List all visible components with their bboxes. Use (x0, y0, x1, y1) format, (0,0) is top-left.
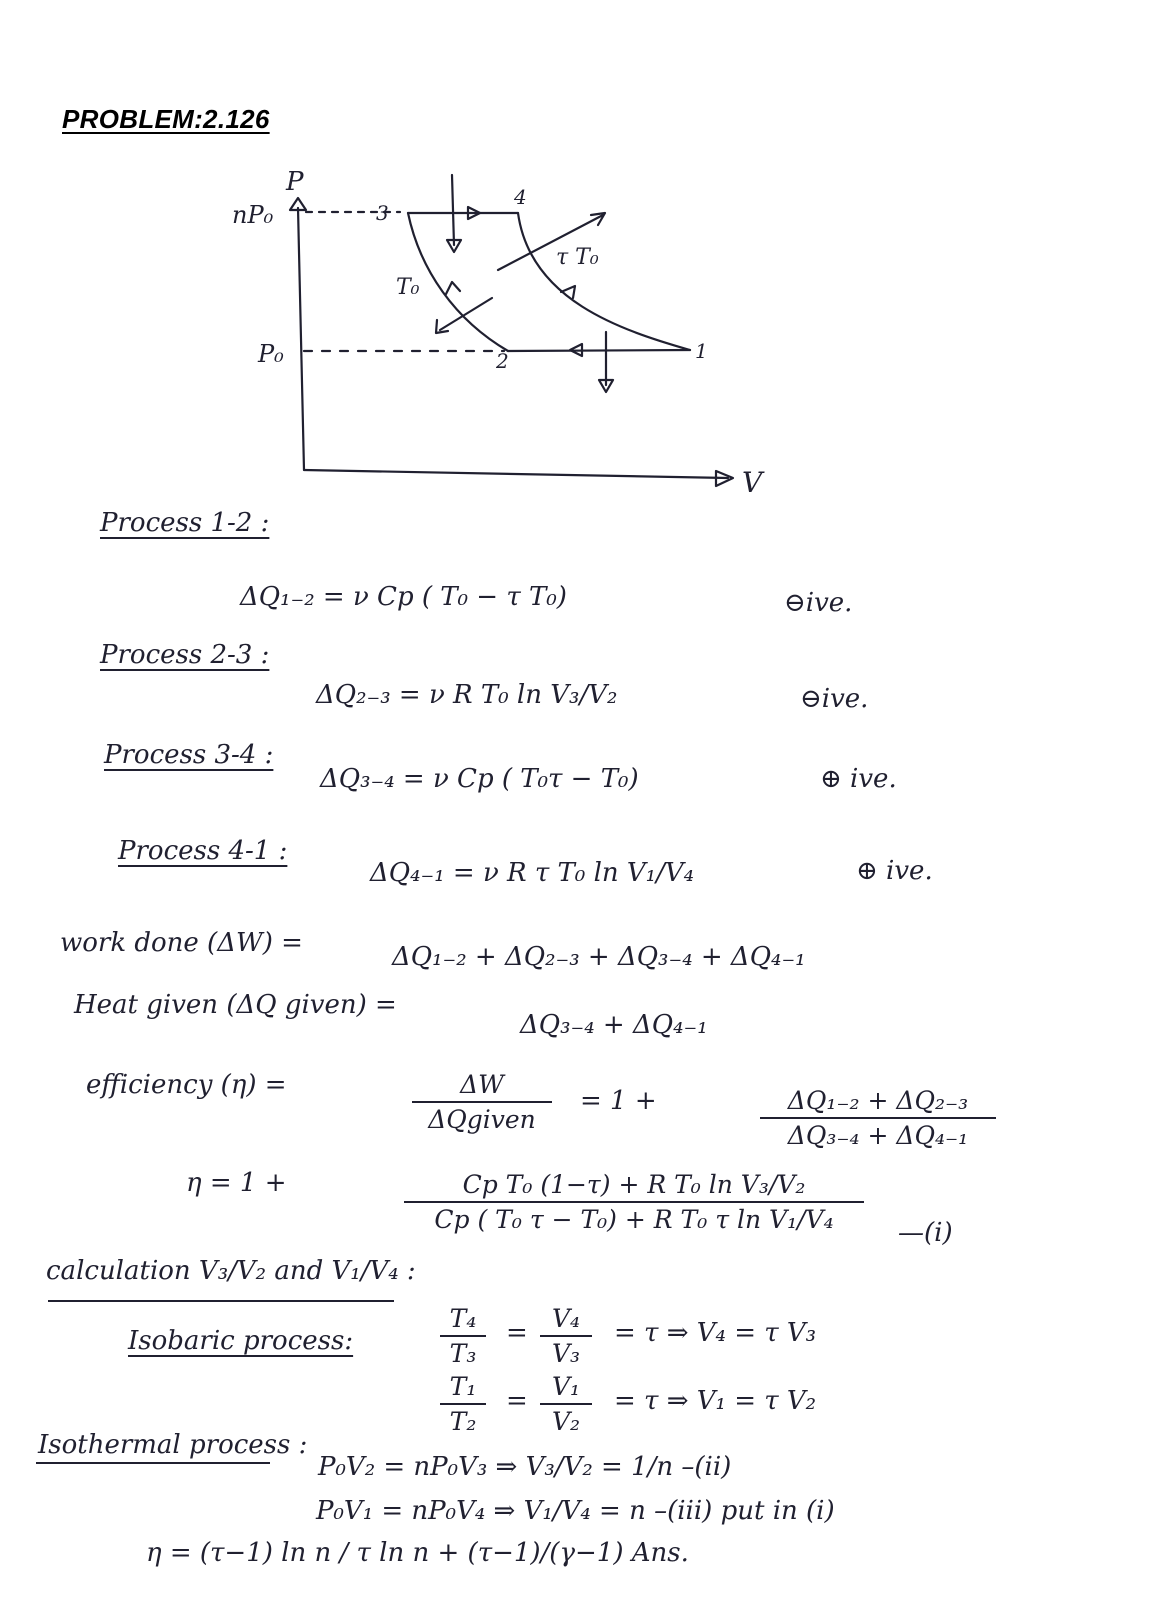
process-12-sign: ⊖ive. (784, 588, 853, 618)
isotherm-tau-t0 (518, 213, 690, 350)
efficiency-fraction-2 (760, 1086, 996, 1150)
eta-tag: —(i) (898, 1218, 953, 1248)
efficiency-numerator-2: ΔQ₁₋₂ + ΔQ₂₋₃ (787, 1086, 969, 1115)
eta-numerator: Cp T₀ (1−τ) + R T₀ ln V₃/V₂ (462, 1170, 806, 1199)
isobaric-ratio-v12 (540, 1372, 592, 1436)
calculation-header: calculation V₃/V₂ and V₁/V₄ : (46, 1256, 416, 1286)
work-done-rhs: ΔQ₁₋₂ + ΔQ₂₋₃ + ΔQ₃₋₄ + ΔQ₄₋₁ (392, 942, 806, 972)
efficiency-lhs: efficiency (η) = (86, 1070, 287, 1100)
final-answer: η = (τ−1) ln n / τ ln n + (τ−1)/(γ−1) Ans. (146, 1538, 689, 1568)
isothermal-header: Isothermal process : (38, 1430, 308, 1460)
process-12-equation: ΔQ₁₋₂ = ν Cp ( T₀ − τ T₀) (240, 582, 567, 612)
efficiency-fraction (412, 1070, 552, 1134)
equals-1: = (506, 1318, 528, 1348)
process-34-header: Process 3-4 : (104, 740, 274, 770)
process-34-sign: ⊕ ive. (820, 764, 897, 794)
t3: T₃ (449, 1339, 477, 1368)
isobaric-line-2-result: = τ ⇒ V₁ = τ V₂ (614, 1386, 817, 1416)
p-axis (298, 208, 304, 470)
isobaric-line-1-result: = τ ⇒ V₄ = τ V₃ (614, 1318, 817, 1348)
process-23-sign: ⊖ive. (800, 684, 869, 714)
isobaric-ratio-t12 (440, 1372, 486, 1436)
t4: T₄ (449, 1304, 477, 1333)
heat-in-arrow-34 (452, 175, 454, 245)
isotherm-t0 (408, 213, 508, 351)
v1: V₁ (551, 1372, 581, 1401)
isothermal-underline (36, 1462, 270, 1464)
process-41-sign: ⊕ ive. (856, 856, 933, 886)
point-3-label: 3 (376, 201, 389, 225)
eta-denominator: Cp ( T₀ τ − T₀) + R T₀ τ ln V₁/V₄ (434, 1205, 834, 1234)
isobaric-header: Isobaric process: (128, 1326, 354, 1356)
process-34-equation: ΔQ₃₋₄ = ν Cp ( T₀τ − T₀) (320, 764, 639, 794)
point-4-label: 4 (514, 185, 527, 209)
v4: V₄ (551, 1304, 581, 1333)
eta-fraction (404, 1170, 864, 1234)
t2: T₂ (449, 1407, 477, 1436)
np0-label: nP₀ (232, 201, 274, 229)
isobaric-ratio-v43 (540, 1304, 592, 1368)
problem-title: PROBLEM:2.126 (62, 104, 270, 134)
pv-diagram (0, 0, 1162, 520)
point-1-label: 1 (695, 339, 708, 363)
p0-label: P₀ (258, 340, 284, 368)
point-2-label: 2 (496, 349, 509, 373)
v3: V₃ (551, 1339, 581, 1368)
heat-given-rhs: ΔQ₃₋₄ + ΔQ₄₋₁ (520, 1010, 708, 1040)
calculation-underline (48, 1300, 394, 1302)
heat-out-arrow-23 (440, 298, 492, 330)
t1: T₁ (449, 1372, 477, 1401)
efficiency-eq2: = 1 + (580, 1086, 657, 1116)
v2: V₂ (551, 1407, 581, 1436)
process-12-header: Process 1-2 : (100, 508, 270, 538)
equals-2: = (506, 1386, 528, 1416)
isobaric-ratio-t43 (440, 1304, 486, 1368)
isobar-2-1 (508, 350, 690, 351)
isotherm-t0-label: T₀ (396, 275, 420, 300)
process-23-header: Process 2-3 : (100, 640, 270, 670)
arrow-2-3 (446, 282, 460, 294)
process-41-header: Process 4-1 : (118, 836, 288, 866)
efficiency-denominator-2: ΔQ₃₋₄ + ΔQ₄₋₁ (787, 1121, 969, 1150)
work-done-lhs: work done (ΔW) = (60, 928, 303, 958)
isotherm-tau-label: τ T₀ (556, 245, 599, 270)
isothermal-line-2: P₀V₁ = nP₀V₄ ⇒ V₁/V₄ = n –(iii) put in (i) (316, 1496, 835, 1526)
efficiency-numerator: ΔW (460, 1070, 504, 1099)
efficiency-denominator: ΔQgiven (428, 1105, 536, 1134)
process-23-equation: ΔQ₂₋₃ = ν R T₀ ln V₃/V₂ (316, 680, 618, 710)
isothermal-line-1: P₀V₂ = nP₀V₃ ⇒ V₃/V₂ = 1/n –(ii) (318, 1452, 732, 1482)
eta-lhs: η = 1 + (186, 1168, 287, 1198)
v-axis (304, 470, 728, 478)
axis-v-label: V (742, 466, 763, 499)
process-41-equation: ΔQ₄₋₁ = ν R τ T₀ ln V₁/V₄ (370, 858, 695, 888)
axis-p-label: P (286, 167, 304, 197)
heat-given-lhs: Heat given (ΔQ given) = (74, 990, 397, 1020)
